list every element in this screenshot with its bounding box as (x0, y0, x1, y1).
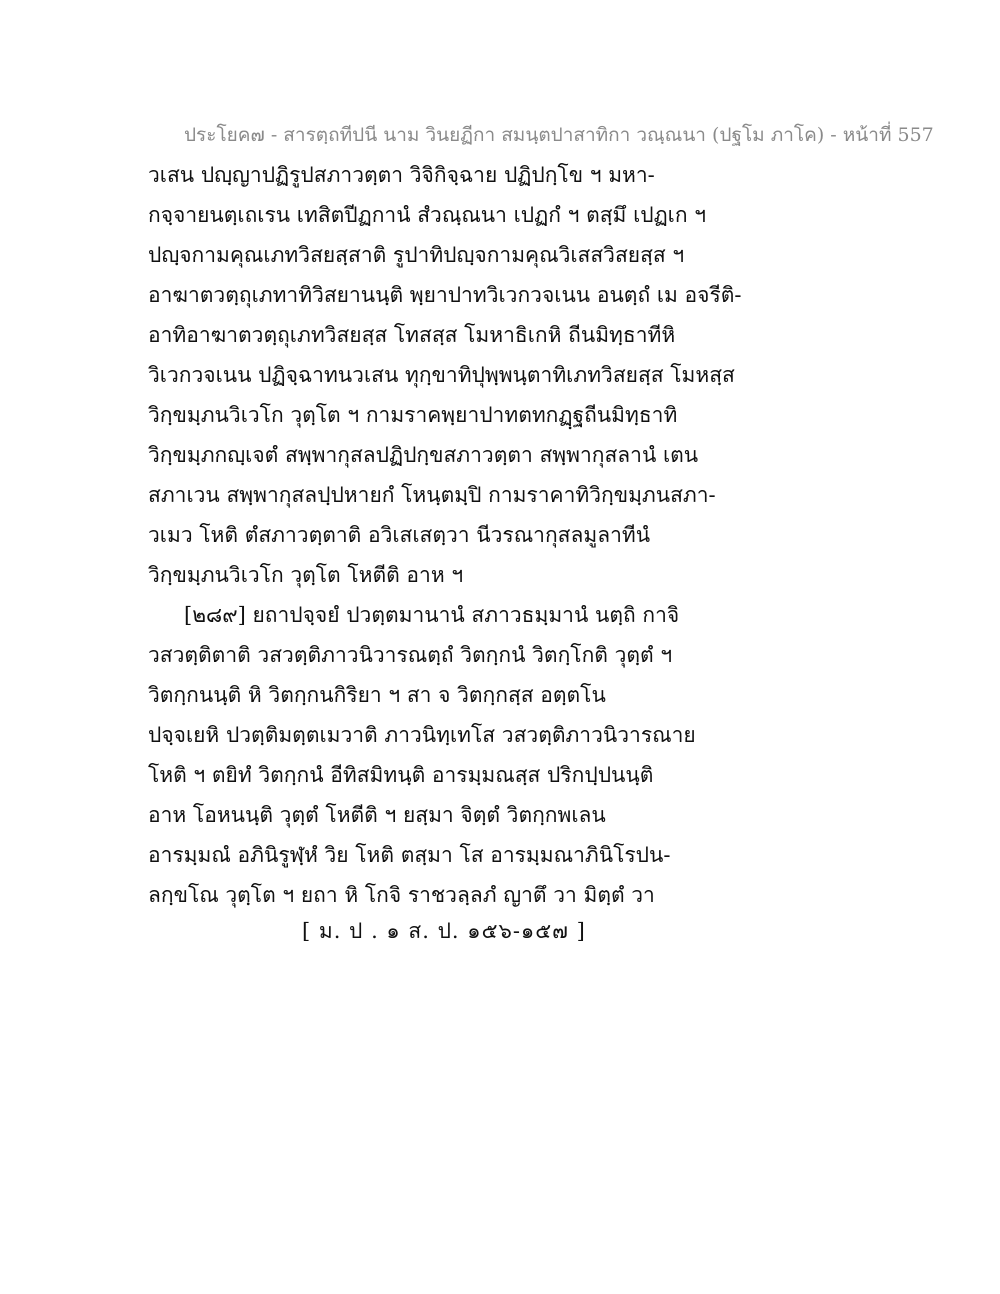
text-line: สภาเวน สพฺพากุสลปฺปหายกํ โหนฺตมฺปิ กามราคาทิวิกฺขมฺภนสภา- (148, 483, 716, 507)
text-line: วเมว โหติ ตํสภาวตฺตาติ อวิเสเสตฺวา นีวรณากุสลมูลาทีนํ (148, 523, 651, 547)
text-line: โหติ ฯ ตยิทํ วิตกฺกนํ อีทิสมิทนฺติ อารมฺมณสฺส ปริกปฺปนนฺติ (148, 763, 654, 787)
text-line: อาห โอหนนฺติ วุตฺตํ โหตีติ ฯ ยสฺมา จิตฺตํ วิตกฺกพเลน (148, 803, 606, 827)
text-line: วเสน ปญฺญาปฏิรูปสภาวตฺตา วิจิกิจฺฉาย ปฏิปกฺโข ฯ มหา- (148, 163, 655, 187)
text-line: อารมฺมณํ อภินิรูฬฺหํ วิย โหติ ตสฺมา โส อารมฺมณาภินิโรปน- (148, 843, 671, 867)
text-line: วิเวกวจเนน ปฏิจฺฉาทนวเสน ทุกฺขาทิปุพฺพนฺตาทิเภทวิสยสฺส โมหสฺส (148, 363, 735, 387)
paragraph-first-line: [๒๘๙] ยถาปจฺจยํ ปวตฺตมานานํ สภาวธมฺมานํ นตฺถิ กาจิ (184, 603, 680, 627)
text-line: อาฆาตวตฺถุเภทาทิวิสยานนฺติ พฺยาปาทวิเวกวจเนน อนตฺถํ เม อจรีติ- (148, 283, 742, 307)
page-header: ประโยค๗ - สารตฺถทีปนี นาม วินยฏีกา สมนฺตปาสาทิกา วณฺณนา (ปฐโม ภาโค) - หน้าที่ 557 (184, 124, 934, 146)
text-line: วิกฺขมฺภนวิเวโก วุตฺโต ฯ กามราคพฺยาปาทตทกฏฺฐถีนมิทฺธาทิ (148, 403, 678, 427)
text-line: กจฺจายนตฺเถเรน เทสิตปีฏกานํ สํวณฺณนา เปฏกํ ฯ ตสฺมึ เปฏเก ฯ (148, 203, 707, 227)
text-line: วิกฺขมฺภนวิเวโก วุตฺโต โหตีติ อาห ฯ (148, 563, 464, 587)
text-line: ลกฺขโณ วุตฺโต ฯ ยถา หิ โกจิ ราชวลฺลภํ ญาตึ วา มิตฺตํ วา (148, 883, 655, 907)
source-reference: [ ม. ป . ๑ ส. ป. ๑๕๖-๑๕๗ ] (302, 919, 586, 943)
text-line: อาทิอาฆาตวตฺถุเภทวิสยสฺส โทสสฺส โมหาธิเกหิ ถีนมิทฺธาทีหิ (148, 323, 676, 347)
text-line: วสวตฺติตาติ วสวตฺติภาวนิวารณตฺถํ วิตกฺกนํ วิตกฺโกติ วุตฺตํ ฯ (148, 643, 673, 667)
text-line: วิกฺขมฺภกญฺเจตํ สพฺพากุสลปฏิปกฺขสภาวตฺตา สพฺพากุสลานํ เตน (148, 443, 699, 467)
text-line: ปญฺจกามคุณเภทวิสยสฺสาติ รูปาทิปญฺจกามคุณวิเสสวิสยสฺส ฯ (148, 243, 685, 267)
text-line: ปจฺจเยหิ ปวตฺติมตฺตเมวาติ ภาวนิทฺเทโส วสวตฺติภาวนิวารณาย (148, 723, 696, 747)
text-line: วิตกฺกนนฺติ หิ วิตกฺกนกิริยา ฯ สา จ วิตกฺกสฺส อตฺตโน (148, 683, 606, 707)
